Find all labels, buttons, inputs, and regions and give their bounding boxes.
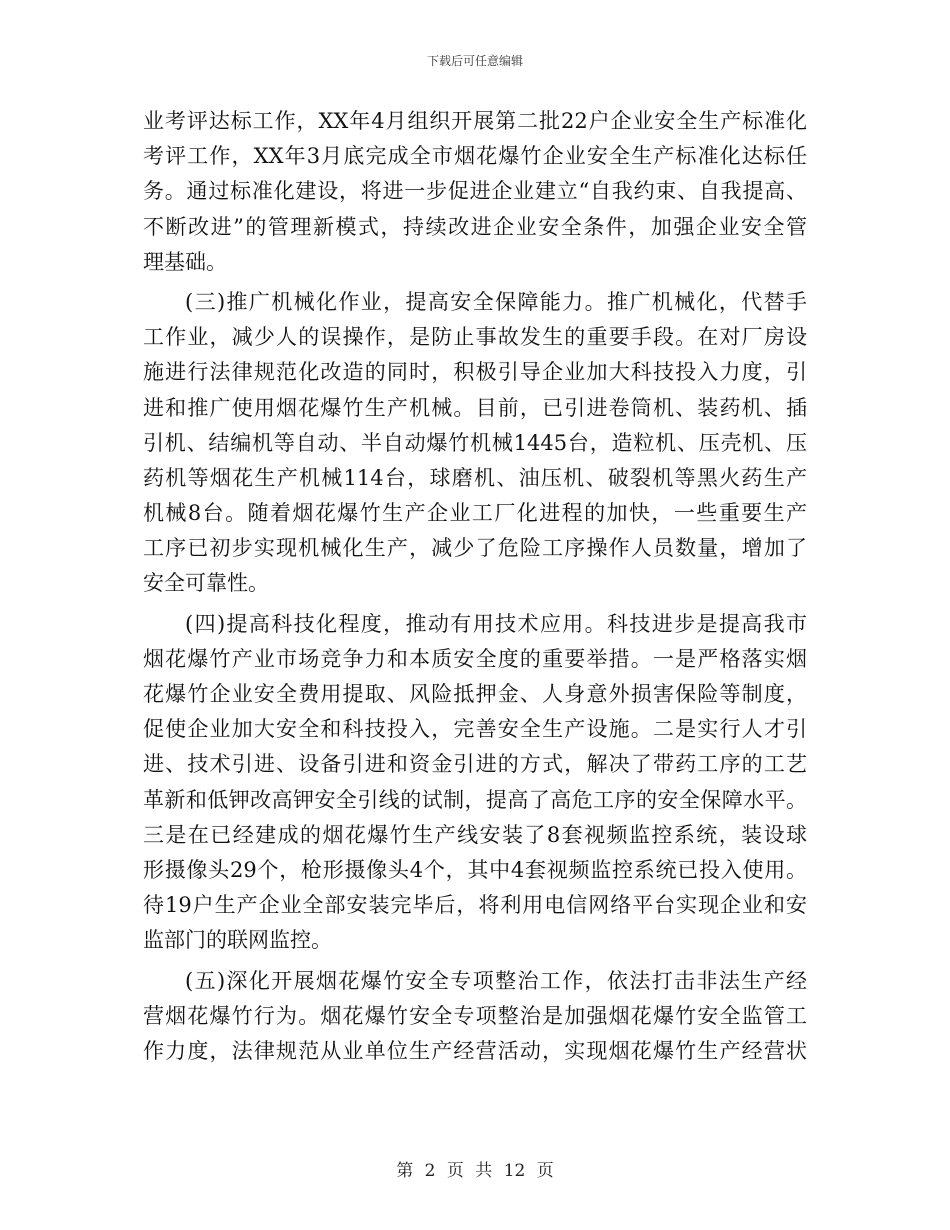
paragraph — [143, 104, 807, 280]
text-line: (五)深化开展烟花爆竹安全专项整治工作，依法打击非法生产经 — [185, 968, 807, 993]
text-line: 施进行法律规范化改造的同时，积极引导企业加大科技投入力度，引 — [143, 360, 807, 385]
text-line: 不断改进”的管理新模式，持续改进企业安全条件，加强企业安全管 — [143, 214, 807, 239]
text-line: 促使企业加大安全和科技投入，完善安全生产设施。二是实行人才引 — [143, 717, 807, 742]
page-header — [0, 52, 950, 69]
text-line: 烟花爆竹产业市场竞争力和本质安全度的重要举措。一是严格落实烟 — [143, 646, 807, 671]
text-line: 革新和低钾改高钾安全引线的试制，提高了高危工序的安全保障水平。 — [143, 787, 807, 812]
paragraph — [143, 964, 807, 1070]
text-line: 营烟花爆竹行为。烟花爆竹安全专项整治是加强烟花爆竹安全监管工 — [143, 1003, 807, 1028]
text-line: 进、技术引进、设备引进和资金引进的方式，解决了带药工序的工艺 — [143, 752, 807, 777]
text-line: (四)提高科技化程度，推动有用技术应用。科技进步是提高我市 — [185, 611, 807, 636]
text-line: 务。通过标准化建设，将进一步促进企业建立“自我约束、自我提高、 — [143, 179, 807, 204]
page-footer — [0, 1156, 950, 1181]
text-line: 工序已初步实现机械化生产，减少了危险工序操作人员数量，增加了 — [143, 536, 807, 561]
text-line: 形摄像头29个，枪形摄像头4个，其中4套视频监控系统已投入使用。 — [143, 857, 807, 882]
paragraph — [143, 285, 807, 602]
text-line: 业考评达标工作，XX年4月组织开展第二批22户企业安全生产标准化 — [143, 109, 807, 133]
text-line: 药机等烟花生产机械114台，球磨机、油压机、破裂机等黑火药生产 — [143, 465, 807, 490]
text-line: 进和推广使用烟花爆竹生产机械。目前，已引进卷筒机、装药机、插 — [143, 395, 807, 420]
text-line: 工作业，减少人的误操作，是防止事故发生的重要手段。在对厂房设 — [143, 325, 807, 350]
text-line: 理基础。 — [143, 249, 227, 274]
text-line: 考评工作，XX年3月底完成全市烟花爆竹企业安全生产标准化达标任 — [143, 144, 807, 169]
text-line: 引机、结编机等自动、半自动爆竹机械1445台，造粒机、压壳机、压 — [143, 430, 807, 455]
text-line: (三)推广机械化作业，提高安全保障能力。推广机械化，代替手 — [185, 289, 807, 314]
document-body — [143, 104, 807, 1069]
text-line: 三是在已经建成的烟花爆竹生产线安装了8套视频监控系统，装设球 — [143, 822, 807, 847]
paragraph — [143, 607, 807, 959]
text-line: 待19户生产企业全部安装完毕后，将利用电信网络平台实现企业和安 — [143, 893, 807, 918]
text-line: 机械8台。随着烟花爆竹生产企业工厂化进程的加快，一些重要生产 — [143, 501, 807, 526]
text-line: 作力度，法律规范从业单位生产经营活动，实现烟花爆竹生产经营状 — [143, 1038, 807, 1063]
page-number: 第 2 页 共 12 页 — [396, 1161, 554, 1181]
text-line: 花爆竹企业安全费用提取、风险抵押金、人身意外损害保险等制度， — [143, 682, 807, 706]
header-text: 下载后可任意编辑 — [426, 54, 523, 68]
text-line: 安全可靠性。 — [143, 571, 269, 596]
text-line: 监部门的联网监控。 — [143, 928, 332, 953]
